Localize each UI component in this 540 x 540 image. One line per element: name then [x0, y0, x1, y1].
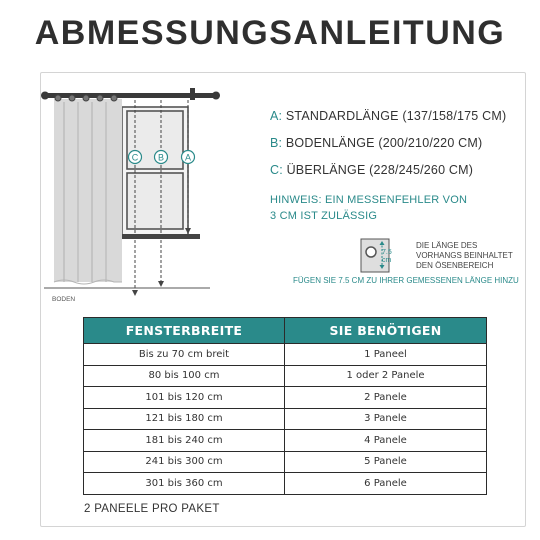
cell-width: 80 bis 100 cm: [84, 365, 285, 387]
header-window-width: FENSTERBREITE: [84, 318, 285, 344]
cell-width: 241 bis 300 cm: [84, 451, 285, 473]
legend-key-b: B:: [270, 136, 283, 150]
table-row: [84, 365, 487, 387]
marker-b: [155, 151, 168, 164]
cell-panels: 1 oder 2 Panele: [285, 365, 487, 387]
legend-key-c: C:: [270, 163, 283, 177]
header-panels-needed: SIE BENÖTIGEN: [285, 318, 487, 344]
window-sill: [110, 234, 200, 239]
cell-width: 101 bis 120 cm: [84, 387, 285, 409]
legend-text-c: ÜBERLÄNGE (228/245/260 CM): [282, 163, 474, 177]
marker-c: [129, 151, 142, 164]
cell-width: Bis zu 70 cm breit: [84, 344, 285, 366]
curtain-measurement-diagram: [40, 82, 260, 302]
cell-width: 121 bis 180 cm: [84, 408, 285, 430]
rod-finial-right: [212, 92, 220, 100]
svg-text:A: A: [184, 152, 192, 163]
table-row: [84, 408, 487, 430]
cell-panels: 6 Panele: [285, 473, 487, 495]
cell-panels: 5 Panele: [285, 451, 487, 473]
cell-panels: 3 Panele: [285, 408, 487, 430]
svg-text:C: C: [131, 152, 139, 163]
legend-c: [270, 163, 473, 177]
grommet-measure: 7.5 cm: [382, 249, 392, 264]
package-note: 2 PANEELE PRO PAKET: [84, 503, 220, 515]
window: [122, 107, 188, 235]
legend-key-a: A:: [270, 109, 283, 123]
curtain-panel: [54, 99, 122, 284]
cell-panels: 2 Panele: [285, 387, 487, 409]
grommet-add-note: FÜGEN SIE 7.5 CM ZU IHRER GEMESSENEN LÄNGE HINZU: [293, 276, 519, 285]
cell-panels: 1 Paneel: [285, 344, 487, 366]
table-row: [84, 387, 487, 409]
grommet-note-1: DIE LÄNGE DES: [416, 241, 478, 250]
cell-panels: 4 Panele: [285, 430, 487, 452]
legend-a: [270, 109, 506, 123]
table-row: [84, 473, 487, 495]
table-row: [84, 451, 487, 473]
hint-line-2: 3 CM IST ZULÄSSIG: [270, 210, 378, 222]
floor-label: BODEN: [52, 296, 76, 303]
table-row: [84, 344, 487, 366]
legend-text-a: STANDARDLÄNGE (137/158/175 CM): [282, 109, 507, 123]
panel-size-table: [83, 317, 487, 495]
rod-bracket: [190, 88, 195, 100]
hint-line-1: HINWEIS: EIN MESSENFEHLER VON: [270, 194, 468, 206]
table-row: [84, 430, 487, 452]
svg-text:B: B: [157, 152, 165, 163]
table-header-row: [84, 318, 487, 344]
legend-text-b: BODENLÄNGE (200/210/220 CM): [282, 136, 483, 150]
grommet-note-3: DEN ÖSENBEREICH: [416, 261, 494, 270]
cell-width: 301 bis 360 cm: [84, 473, 285, 495]
legend-b: [270, 136, 482, 150]
marker-a: [182, 151, 195, 164]
cell-width: 181 bis 240 cm: [84, 430, 285, 452]
page-title: ABMESSUNGSANLEITUNG: [34, 14, 506, 52]
grommet-note-2: VORHANGS BEINHALTET: [416, 251, 513, 260]
rod-finial-left: [41, 92, 49, 100]
